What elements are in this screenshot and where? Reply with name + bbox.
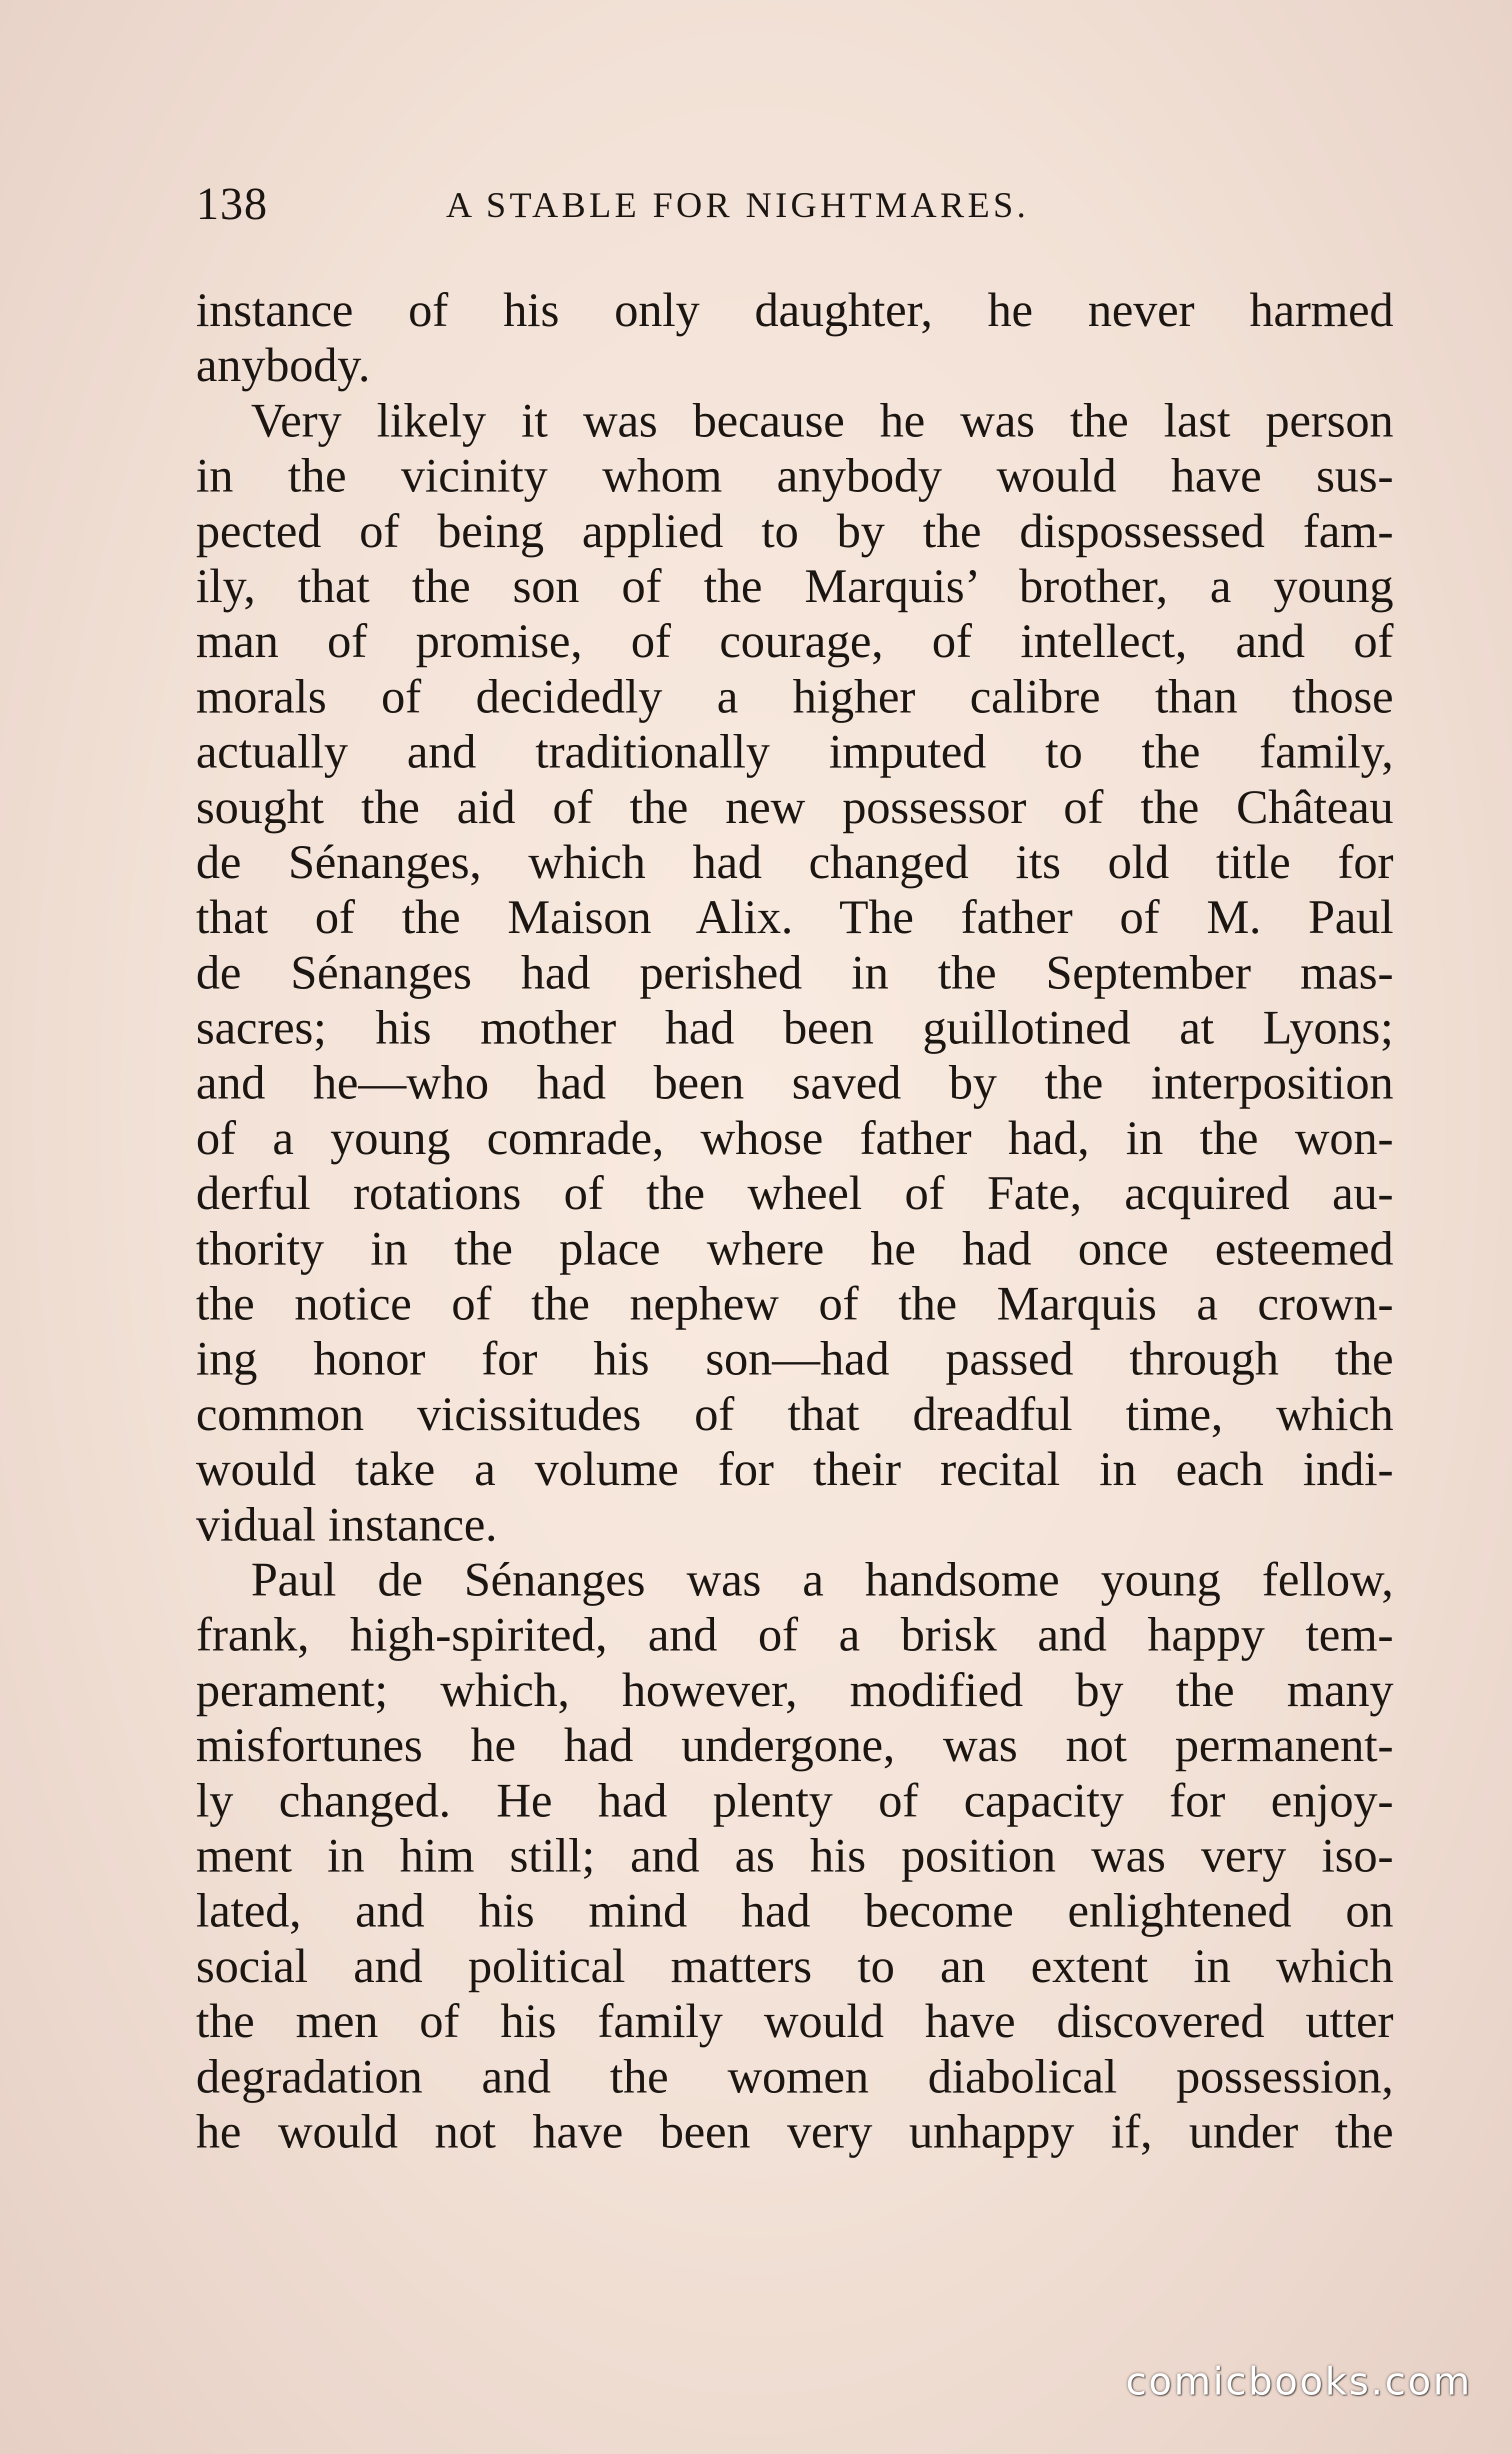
text-line: would take a volume for their recital in each indi- <box>196 1442 1394 1496</box>
text-line: sacres; his mother had been guillotined at Lyons; <box>196 1000 1394 1054</box>
text-line: the notice of the nephew of the Marquis a crown- <box>196 1276 1394 1330</box>
site-watermark: comicbooks.com <box>1126 2359 1472 2404</box>
text-line: he would not have been very unhappy if, under the <box>196 2104 1394 2158</box>
text-line: pected of being applied to by the dispossessed fam- <box>196 504 1394 558</box>
text-line: actually and traditionally imputed to the family, <box>196 724 1394 778</box>
text-line: misfortunes he had undergone, was not permanent- <box>196 1718 1394 1772</box>
text-line: and he—who had been saved by the interposition <box>196 1056 1394 1110</box>
text-line: frank, high-spirited, and of a brisk and happy tem- <box>196 1608 1394 1662</box>
text-line: man of promise, of courage, of intellect, and of <box>196 614 1394 668</box>
text-line: vidual instance. <box>196 1497 498 1551</box>
text-line: ing honor for his son—had passed through the <box>196 1332 1394 1386</box>
text-line: derful rotations of the wheel of Fate, acquired au- <box>196 1166 1394 1220</box>
text-line: ly changed. He had plenty of capacity for enjoy- <box>196 1773 1394 1827</box>
text-line: common vicissitudes of that dreadful time, which <box>196 1386 1394 1440</box>
text-line: Paul de Sénanges was a handsome young fellow, <box>251 1552 1394 1606</box>
text-line: thority in the place where he had once esteemed <box>196 1221 1394 1275</box>
page-header <box>196 176 1396 231</box>
text-line: degradation and the women diabolical possession, <box>196 2049 1394 2103</box>
text-line: the men of his family would have discovered utter <box>196 1994 1394 2048</box>
text-line: ily, that the son of the Marquis’ brother, a young <box>196 558 1394 612</box>
text-line: morals of decidedly a higher calibre than those <box>196 669 1394 723</box>
text-line: perament; which, however, modified by the many <box>196 1662 1394 1716</box>
text-line: Very likely it was because he was the last person <box>251 393 1394 447</box>
text-line: social and political matters to an extent in which <box>196 1938 1394 1992</box>
text-line: lated, and his mind had become enlightened on <box>196 1884 1394 1938</box>
text-line: of a young comrade, whose father had, in the won- <box>196 1110 1394 1164</box>
text-line: ment in him still; and as his position was very iso- <box>196 1828 1394 1882</box>
text-line: that of the Maison Alix. The father of M. Paul <box>196 890 1394 944</box>
page-number: 138 <box>196 178 268 229</box>
running-title: A STABLE FOR NIGHTMARES. <box>446 185 1030 225</box>
text-line: anybody. <box>196 338 370 392</box>
text-line: de Sénanges had perished in the September mas- <box>196 945 1394 999</box>
text-line: in the vicinity whom anybody would have sus- <box>196 448 1394 502</box>
text-line: sought the aid of the new possessor of the Château <box>196 780 1394 834</box>
body-text <box>196 282 1394 2159</box>
text-line: instance of his only daughter, he never harmed <box>196 283 1394 336</box>
text-line: de Sénanges, which had changed its old title for <box>196 834 1394 888</box>
